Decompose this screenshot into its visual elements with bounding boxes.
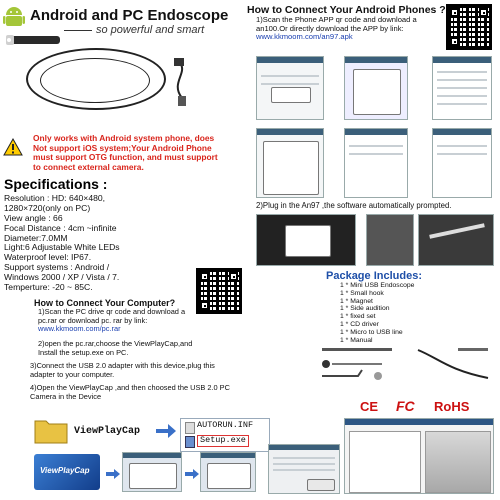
rohs-mark: RoHS: [434, 399, 470, 414]
android-step2: 2)Plug in the An97 ,the software automatically prompted.: [256, 201, 452, 210]
page-subtitle: so powerful and smart: [96, 24, 205, 36]
package-item: 1 * Side audition: [340, 305, 390, 313]
package-item: 1 * Small hook: [340, 289, 384, 297]
usb-adapter-image: [160, 58, 200, 108]
warning-icon: [3, 138, 23, 156]
phone-screenshot-2: [344, 56, 408, 120]
endoscope-cable-coil-inner: [40, 58, 150, 103]
computer-step3: 3)Connect the USB 2.0 adapter with this device,plug this adapter to your computer.: [30, 361, 215, 379]
phone-screenshot-3: [432, 56, 492, 120]
phone-screenshot-8: [366, 214, 414, 266]
spec-line: Focal Distance : 4cm ~infinite: [4, 222, 117, 233]
arrow-right-icon-2: [106, 466, 120, 476]
spec-line: Resolution : HD: 640×480,: [4, 193, 106, 203]
spec-line: Support systems : Android /: [4, 262, 110, 273]
install-window-2: [200, 452, 256, 492]
page-title: Android and PC Endoscope: [30, 7, 229, 24]
computer-heading: How to Connect Your Computer?: [34, 298, 176, 308]
setup-icon: [185, 436, 195, 448]
android-heading: How to Connect Your Android Phones ?: [247, 4, 446, 16]
spec-line: Windows 2000 / XP / Vista / 7.: [4, 272, 120, 282]
computer-step2: 2)open the pc.rar,choose the ViewPlayCap,and Install the setup.exe on PC.: [38, 339, 193, 357]
android-app-link[interactable]: www.kkmoom.com/an97.apk: [256, 32, 353, 42]
package-list: [340, 282, 414, 345]
arrow-right-icon: [156, 424, 176, 438]
phone-screenshot-6: [432, 128, 492, 198]
package-item: 1 * CD driver: [340, 321, 379, 329]
spec-line: Waterproof level: IP67.: [4, 252, 92, 263]
folder-label[interactable]: ViewPlayCap: [74, 426, 141, 437]
spec-line: 1280×720(only on PC): [4, 202, 91, 213]
fc-mark: FC: [396, 398, 415, 414]
computer-step1: 1)Scan the PC drive qr code and download a pc.rar or download pc. rar by link: www.kkmoom.com/pc.rar: [38, 307, 186, 334]
package-item: 1 * Mini USB Endoscope: [340, 282, 415, 289]
phone-screenshot-5: [344, 128, 408, 198]
phone-screenshot-7: [256, 214, 356, 266]
package-heading: Package Includes:: [326, 270, 422, 282]
computer-step4: 4)Open the ViewPlayCap ,and then choosed the USB 2.0 PC Camera in the Device: [30, 383, 230, 401]
android-logo-icon: [3, 4, 25, 30]
file-setup[interactable]: Setup.exe: [197, 435, 249, 447]
phone-screenshot-4: [256, 128, 324, 198]
spec-line: View angle : 66: [4, 212, 63, 223]
android-step1: 1)Scan the Phone APP qr code and download a an100.Or directly download the APP by link: www.kkmoom.com/an97.apk: [256, 15, 417, 42]
package-item: 1 * Manual: [340, 336, 373, 344]
arrow-right-icon-3: [185, 466, 199, 476]
install-window-3: [268, 444, 340, 494]
warning-text: Only works with Android system phone, does Not support iOS system;Your Android Phone must support OTG function, and must support to connect external camera.: [33, 133, 218, 172]
package-item: 1 * Magnet: [340, 297, 373, 305]
file-icon: [185, 422, 195, 434]
subtitle-line: [64, 30, 92, 31]
android-app-qr-code: [446, 4, 492, 50]
viewplaycap-window: [344, 418, 494, 494]
pc-driver-qr-code: [196, 268, 242, 314]
ce-mark: CE: [360, 399, 379, 414]
pc-driver-link[interactable]: www.kkmoom.com/pc.rar: [38, 324, 121, 334]
file-list-window: [180, 418, 270, 452]
package-item: 1 * fixed set: [340, 313, 376, 321]
spec-line: Light:6 Adjustable White LEDs: [4, 242, 120, 253]
phone-screenshot-9: [418, 214, 494, 266]
phone-screenshot-1: [256, 56, 324, 120]
spec-line: Diameter:7.0MM: [4, 232, 68, 243]
viewplaycap-app-icon: ViewPlayCap: [34, 454, 100, 490]
accessories-image: [318, 344, 494, 384]
spec-line: Temperture: -20 ~ 85C.: [4, 281, 93, 292]
folder-icon: [34, 416, 68, 444]
specs-list: [4, 194, 120, 293]
package-item: 1 * Micro to USB line: [340, 328, 403, 336]
file-autorun[interactable]: AUTORUN.INF: [197, 420, 254, 430]
specs-heading: Specifications :: [4, 176, 108, 192]
endoscope-camera-image: [6, 30, 66, 50]
install-window-1: [122, 452, 182, 492]
